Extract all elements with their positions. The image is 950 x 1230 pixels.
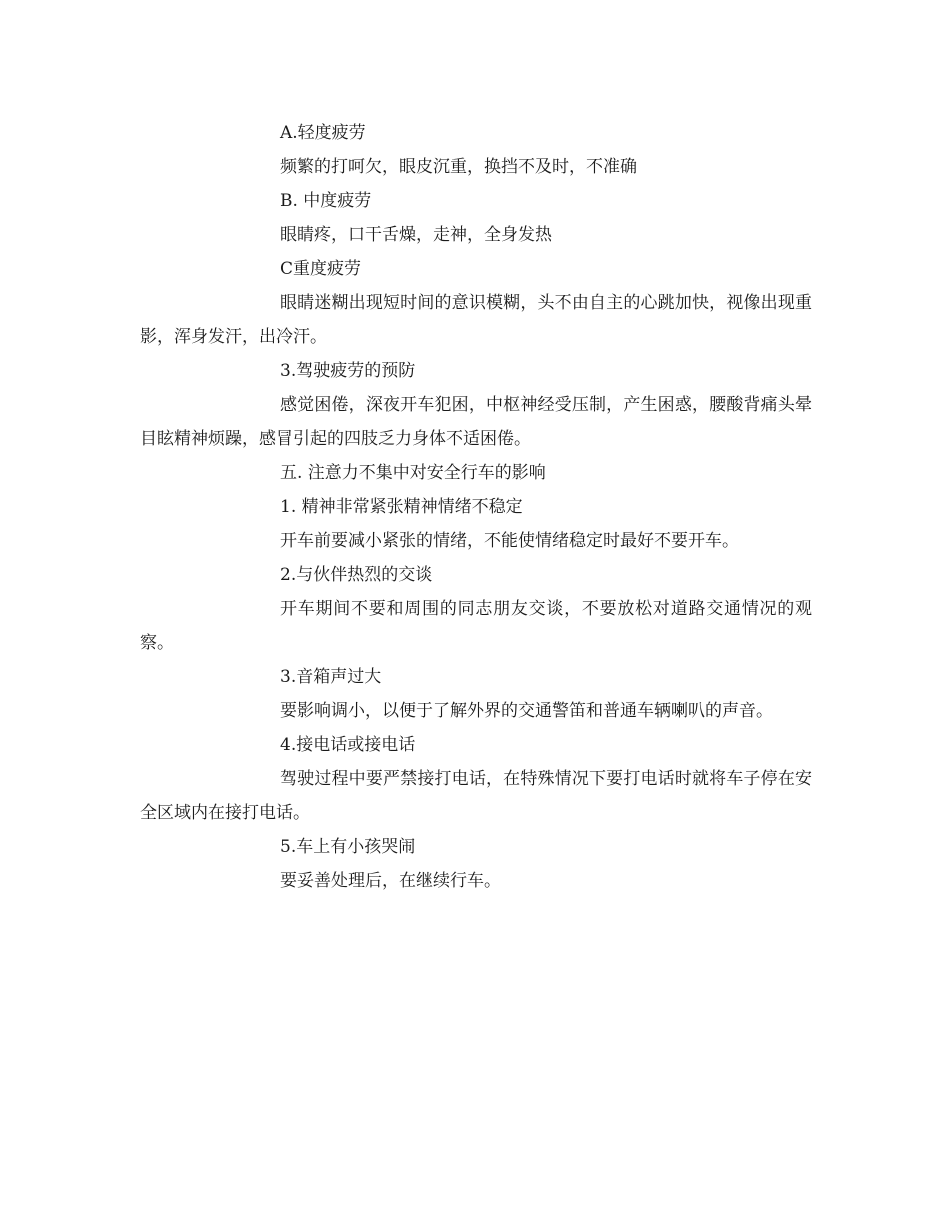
attention-section-heading: 五. 注意力不集中对安全行车的影响 — [280, 463, 546, 483]
document-body — [140, 116, 812, 898]
attention-item-heading: 2.与伙伴热烈的交谈 — [280, 565, 433, 585]
moderate-fatigue-text: 眼睛疼，口干舌燥，走神，全身发热 — [280, 225, 552, 245]
attention-item-heading: 4.接电话或接电话 — [280, 735, 416, 755]
prevention-text: 感觉困倦，深夜开车犯困，中枢神经受压制，产生困惑，腰酸背痛头晕目眩精神烦躁，感冒引起的四肢乏力身体不适困倦。 — [140, 395, 812, 449]
prevention-heading: 3.驾驶疲劳的预防 — [280, 361, 416, 381]
severe-fatigue-text: 眼睛迷糊出现短时间的意识模糊，头不由自主的心跳加快，视像出现重影，浑身发汗，出冷汗。 — [140, 293, 812, 347]
attention-item-heading: 1. 精神非常紧张精神情绪不稳定 — [280, 497, 523, 517]
light-fatigue-heading: A.轻度疲劳 — [280, 123, 366, 143]
moderate-fatigue-heading: B. 中度疲劳 — [280, 191, 372, 211]
light-fatigue-text: 频繁的打呵欠，眼皮沉重，换挡不及时，不准确 — [280, 157, 637, 177]
severe-fatigue-heading: C重度疲劳 — [280, 259, 362, 279]
attention-item-text: 要妥善处理后，在继续行车。 — [280, 871, 501, 891]
attention-item-text: 开车前要减小紧张的情绪，不能使情绪稳定时最好不要开车。 — [280, 531, 739, 551]
attention-item-text: 开车期间不要和周围的同志朋友交谈，不要放松对道路交通情况的观察。 — [140, 599, 812, 653]
attention-item-heading: 3.音箱声过大 — [280, 667, 382, 687]
attention-item-text: 要影响调小，以便于了解外界的交通警笛和普通车辆喇叭的声音。 — [280, 701, 773, 721]
attention-item-heading: 5.车上有小孩哭闹 — [280, 837, 416, 857]
attention-item-text: 驾驶过程中要严禁接打电话，在特殊情况下要打电话时就将车子停在安全区域内在接打电话。 — [140, 769, 812, 823]
